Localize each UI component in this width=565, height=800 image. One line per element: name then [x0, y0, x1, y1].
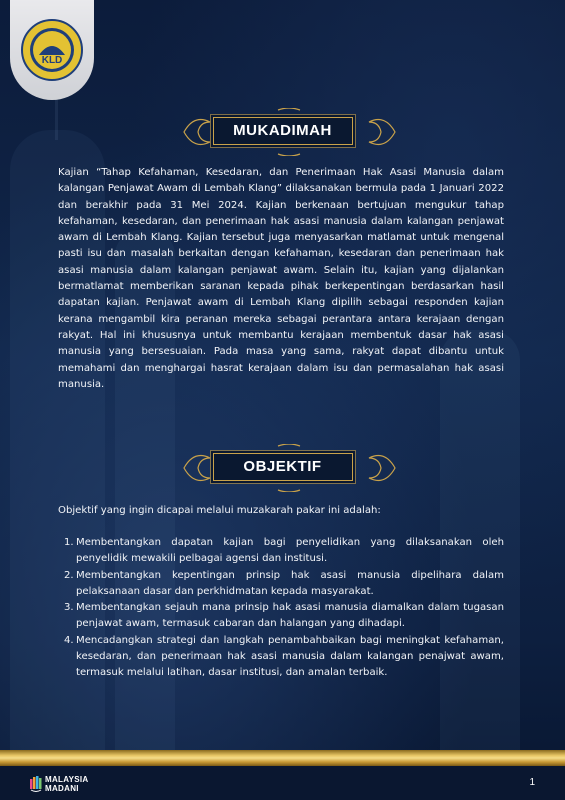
- mukadimah-body: Kajian “Tahap Kefahaman, Kesedaran, dan Penerimaan Hak Asasi Manusia dalam kalangan Penjawat Awam di Lembah Klang” dilaksanakan bermula pada 1 Januari 2022 dan berakhir pada 31 Mei 2024. Kajian berkenaan bertujuan mengukur tahap kefahaman, kesedaran, dan penerimaan hak asasi manusia dalam kalangan penjawat awam di Lembah Klang. Kajian tersebut juga menyasarkan matlamat untuk mengenal pasti isu dan masalah berkaitan dengan kefahaman, kesedaran dan penerimaan hak asasi manusia dalam kalangan penjawat awam. Selain itu, kajian yang dijalankan bermatlamat memberikan saranan kepada pihak berkepentingan berdasarkan hasil dapatan kajian. Penjawat awam di Lembah Klang dipilih sebagai responden kajian kerana mengambil kira peranan mereka sebagai perantara antara kerajaan dengan rakyat. Hal ini khususnya untuk membantu kerajaan membentuk dasar hak asasi manusia yang bersesuaian. Pada masa yang sama, rakyat dapat dibantu untuk memahami dan menghargai hasrat kerajaan dalam isu dan permasalahan hak asasi manusia.: [58, 167, 504, 390]
- malaysia-madani-logo: [30, 773, 88, 795]
- list-item-number: 3.: [64, 602, 74, 614]
- section-heading-objektif: [0, 445, 565, 489]
- list-item-number: 4.: [64, 634, 74, 646]
- section-title: MUKADIMAH: [233, 122, 332, 139]
- gold-divider-bar: [0, 750, 565, 766]
- list-item-text: Membentangkan sejauh mana prinsip hak asasi manusia diamalkan dalam tugasan penjawat awam, termasuk cabaran dan halangan yang dihadapi.: [76, 602, 504, 630]
- brand-line-2: MADANI: [45, 784, 79, 793]
- list-item-text: Membentangkan kepentingan prinsip hak asasi manusia dipelihara dalam pelaksanaan dasar dan perkhidmatan kepada masyarakat.: [76, 569, 504, 597]
- footer: [0, 766, 565, 800]
- malaysia-madani-logo-icon: [30, 775, 42, 793]
- list-item: [64, 568, 504, 601]
- kld-emblem-icon: [19, 17, 85, 83]
- section-heading-mukadimah: [0, 109, 565, 153]
- list-item: [64, 633, 504, 682]
- objektif-intro: Objektif yang ingin dicapai melalui muzakarah pakar ini adalah:: [58, 505, 381, 516]
- section-title: OBJEKTIF: [243, 458, 322, 475]
- brand-line-1: MALAYSIA: [45, 775, 89, 784]
- list-item-number: 2.: [64, 569, 74, 581]
- logo-text: KLD: [41, 55, 63, 66]
- list-item-text: Membentangkan dapatan kajian bagi penyelidikan yang dilaksanakan oleh penyelidik mewakili pelbagai agensi dan institusi.: [76, 537, 504, 565]
- objective-list: [64, 535, 504, 682]
- list-item: [64, 535, 504, 568]
- list-item-text: Mencadangkan strategi dan langkah penambahbaikan bagi meningkat kefahaman, kesedaran, dan penerimaan hak asasi manusia dalam kalangan penajwat awam, termasuk melalui latihan, dasar institusi, dan amalan terbaik.: [76, 634, 504, 679]
- list-item-number: 1.: [64, 537, 74, 548]
- list-item: [64, 600, 504, 633]
- page-number: 1: [529, 777, 535, 788]
- logo-tab: [10, 0, 94, 100]
